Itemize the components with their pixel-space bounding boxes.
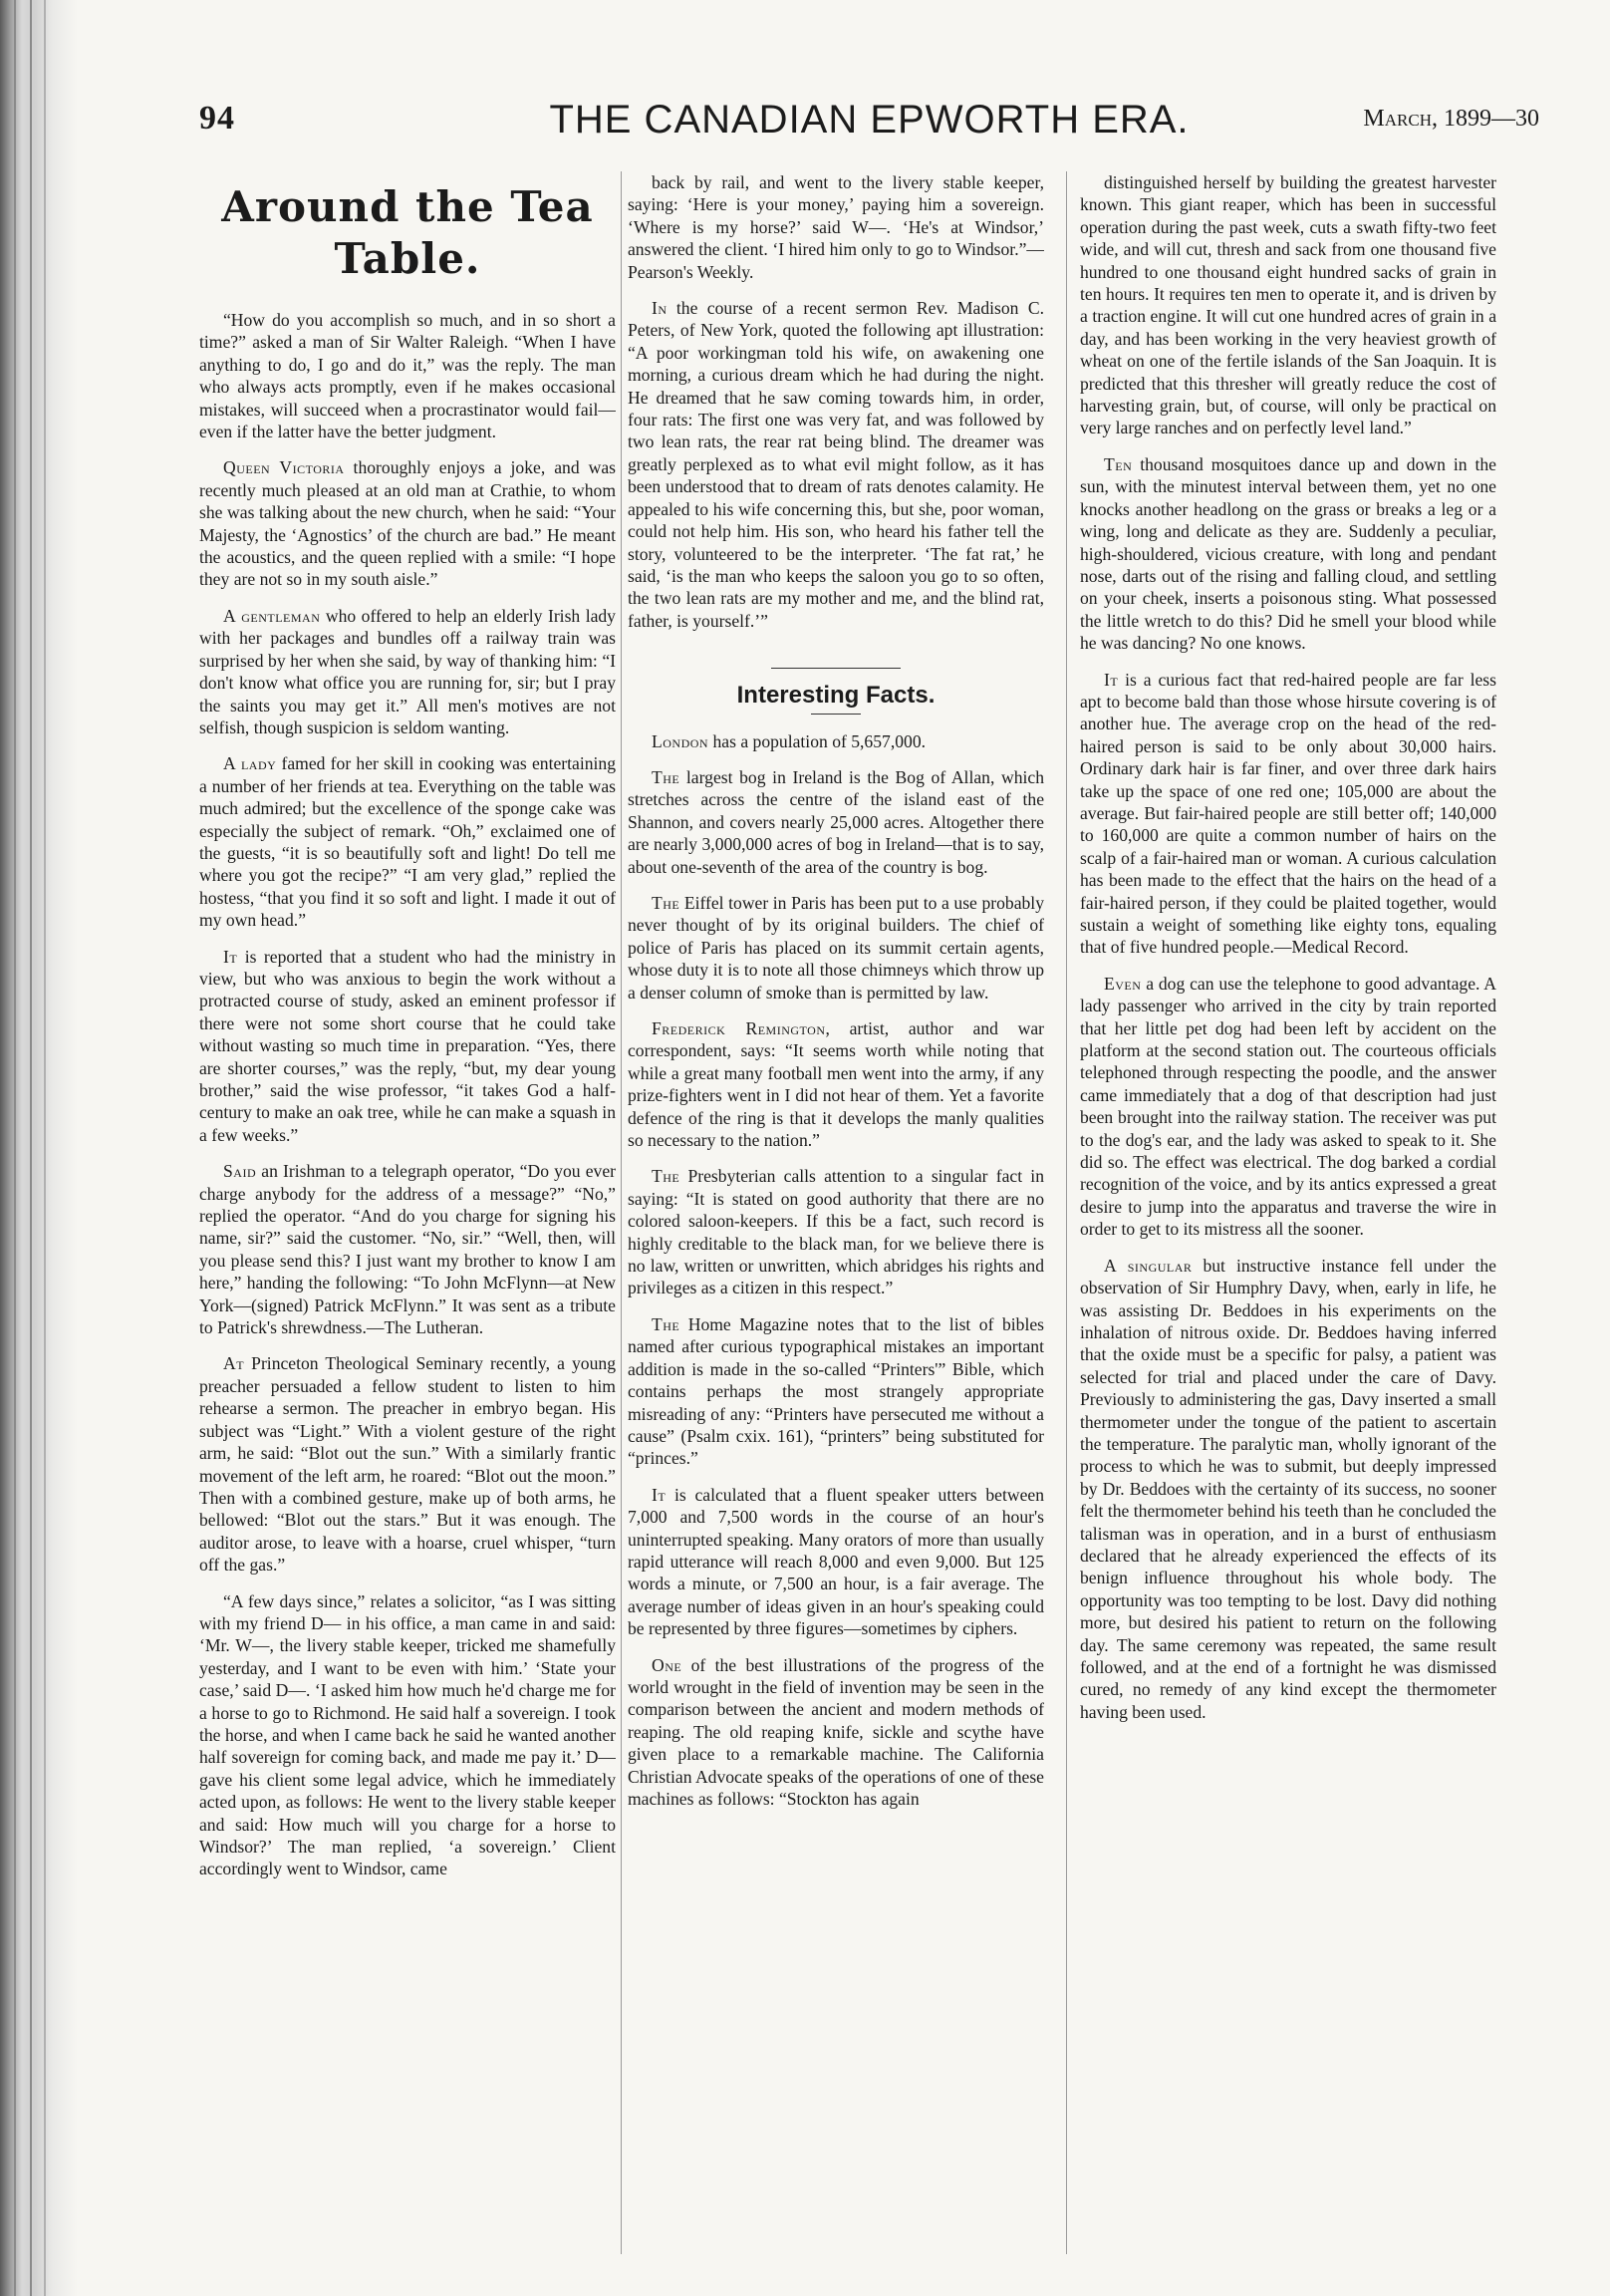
section-title-around-the-tea-table: Around the Tea Table. bbox=[221, 182, 594, 283]
article-paragraph bbox=[628, 1654, 1044, 1811]
article-paragraph bbox=[628, 171, 1044, 283]
column-2-top-paragraphs bbox=[628, 171, 1044, 632]
paragraph-text: “How do you accomplish so much, and in so short a time?” asked a man of Sir Walter Raleigh. “When I have anything to do, I go and do it,” was the reply. The man who always acts promptly, even if he makes occasional mistakes, will succeed when a procrastinator would fail—even if the latter have the better judgment. bbox=[199, 310, 616, 442]
paragraph-lead-word: A singular bbox=[1104, 1255, 1193, 1276]
paragraph-text: Eiffel tower in Paris has been put to a use probably never thought of by its original builders. The chief of police of Paris has placed on its summit certain agents, whose duty it is to note all those chimneys which throw up a denser column of smoke than is permitted by law. bbox=[628, 892, 1044, 1003]
paragraph-lead-word: Ten bbox=[1104, 453, 1133, 474]
paragraph-lead-word: A gentleman bbox=[223, 605, 321, 626]
book-binding-edge bbox=[0, 0, 78, 2296]
paragraph-lead-word: Even bbox=[1104, 973, 1142, 994]
paragraph-lead-word: One bbox=[652, 1654, 682, 1675]
paragraph-lead-word: The bbox=[652, 766, 680, 787]
issue-date: March, 1899—30 bbox=[1363, 106, 1539, 132]
paragraph-lead-word: Queen Victoria bbox=[223, 457, 345, 478]
paragraph-text: , artist, author and war correspondent, says: “It seems worth while noting that while a great many football men went into the army, if any prize-fighters went in I did not hear of them. Yet a favorite defence of the ring is that it develops the manly qualities so necessary to the nation.” bbox=[628, 1018, 1044, 1151]
article-paragraph bbox=[1080, 171, 1496, 439]
binding-line bbox=[14, 0, 16, 2296]
column-3 bbox=[1080, 171, 1496, 2264]
paragraph-lead-word: A lady bbox=[223, 753, 277, 774]
paragraph-text: largest bog in Ireland is the Bog of Allan, which stretches across the centre of the island east of the Shannon, and covers nearly 25,000 acres. Altogether there are nearly 3,000,000 acres of bog in Ireland—that is to say, about one-seventh of the area of the country is bog. bbox=[628, 766, 1044, 877]
article-paragraph bbox=[199, 309, 616, 442]
paragraph-text: is reported that a student who had the ministry in view, but who was anxious to begin the work without a protracted course of study, asked an eminent professor if there were not some short course that he could take without wasting so much time in preparation. “Yes, there are shorter courses,” was the reply, “but, my dear young brother,” said the wise professor, “it takes God a half-century to make an oak tree, while he can make a squash in a few weeks.” bbox=[199, 946, 616, 1145]
column-1 bbox=[199, 171, 616, 2264]
column-2 bbox=[628, 171, 1044, 2264]
paragraph-text: who offered to help an elderly Irish lady with her packages and bundles off a railway train was surprised by her when she said, by way of thanking him: “I don't know what office you are running for, sir; but I pray the saints you may get it.” All men's motives are not selfish, though suspicion is seldom wanting. bbox=[199, 605, 616, 737]
paragraph-text: Home Magazine notes that to the list of bibles named after curious typographical mistakes an important addition is made in the so-called “Printers'” Bible, which contains perhaps the most strangely appropriate misreading of any: “Printers have persecuted me without a cause” (Psalm cxix. 161), “printers” being substituted for “princes.” bbox=[628, 1313, 1044, 1469]
paragraph-text: is calculated that a fluent speaker utters between 7,000 and 7,500 words in the course of an hour's uninterrupted speaking. Many orators of more than usually rapid utterance will reach 8,000 and even 9,000. But 125 words a minute, or 7,500 an hour, is a fair average. The average number of ideas given in an hour's speaking could be represented by three figures—sometimes by ciphers. bbox=[628, 1484, 1044, 1639]
paragraph-text: “A few days since,” relates a solicitor, “as I was sitting with my friend D— in his office, a man came in and said: ‘Mr. W—, the livery stable keeper, tricked me shamefully yesterday, and I want to be even with him.’ ‘State your case,’ said D—. ‘I asked him how much he'd charge me for a horse to go to Richmond. He said half a sovereign. I took the horse, and when I came back he said he wanted another half sovereign for coming back, and made me pay it.’ D— gave his client some legal advice, which he immediately acted upon, as follows: He went to the livery stable keeper and said: How much will you charge for a horse to Windsor?’ The man replied, ‘a sovereign.’ Client accordingly went to Windsor, came bbox=[199, 1590, 616, 1879]
article-paragraph bbox=[1080, 453, 1496, 655]
paragraph-text: thoroughly enjoys a joke, and was recently much pleased at an old man at Crathie, to whom she was talking about the new church, when he said: “Your Majesty, the ‘Agnostics’ of the church are bad.” He meant the acoustics, and the queen replied with a smile: “I hope they are not so in my south aisle.” bbox=[199, 457, 616, 590]
journal-title: THE CANADIAN EPWORTH ERA. bbox=[549, 98, 1190, 142]
paragraph-lead-word: The bbox=[652, 1313, 680, 1334]
paragraph-text: distinguished herself by building the greatest harvester known. This giant reaper, which has been in successful operation during the past week, cuts a swath fifty-two feet wide, and will cut, thresh and sack from one thousand five hundred to one thousand eight hundred sacks of grain in ten hours. It requires ten men to operate it, and is driven by a traction engine. It will cut one hundred acres of grain in a day, and has been working in the very heaviest growth of wheat on one of the fertile islands of the San Joaquin. It is predicted that this thresher will greatly reduce the cost of harvesting grain, but, of course, will only be practical on very large ranches and on perfectly level land.” bbox=[1080, 172, 1496, 438]
article-paragraph bbox=[199, 752, 616, 931]
title-underline bbox=[811, 714, 861, 715]
article-paragraph bbox=[199, 456, 616, 590]
article-paragraph bbox=[199, 1590, 616, 1880]
article-paragraph bbox=[199, 605, 616, 738]
paragraph-lead-word: Said bbox=[223, 1161, 257, 1182]
paragraph-lead-word: It bbox=[652, 1484, 667, 1505]
article-paragraph bbox=[1080, 669, 1496, 959]
article-paragraph bbox=[199, 1160, 616, 1338]
paragraph-lead-word: The bbox=[652, 892, 680, 913]
article-paragraph bbox=[1080, 1255, 1496, 1724]
paragraph-lead-word: In bbox=[652, 298, 668, 319]
column-3-paragraphs bbox=[1080, 171, 1496, 1723]
paragraph-lead-word: The bbox=[652, 1166, 680, 1187]
paragraph-text: Princeton Theological Seminary recently, a young preacher persuaded a fellow student to listen to him rehearse a sermon. The preacher in embryo began. His subject was “Light.” With a violent gesture of the right arm, he said: “Blot out the sun.” With a similarly frantic movement of the left arm, he roared: “Blot out the moon.” Then with a combined gesture, make up of both arms, he bellowed: “Blot out the stars.” But it was enough. The auditor arose, to leave with a hoarse, cruel whisper, “turn off the gas.” bbox=[199, 1353, 616, 1576]
article-paragraph bbox=[628, 297, 1044, 632]
article-paragraph bbox=[628, 1017, 1044, 1151]
paragraph-text: is a curious fact that red-haired people are far less apt to become bald than those whose hirsute covering is of another hue. The average crop on the head of the red-haired person is said to be only about 30,000 hairs. Ordinary dark hair is far finer, and over three dark hairs take up the space of one red one; 105,000 are about the average. But fair-haired people are still better off; 140,000 to 160,000 are quite a common number of hairs on the scalp of a fair-haired man or woman. A curious calculation has been made to the effect that the hairs on the head of a fair-haired person, if they could be plaited together, would sustain a weight of something like eighty tons, equaling that of five hundred people.—Medical Record. bbox=[1080, 669, 1496, 958]
paragraph-lead-word: London bbox=[652, 730, 709, 751]
paragraph-text: has a population of 5,657,000. bbox=[708, 730, 927, 751]
binding-line bbox=[30, 0, 32, 2296]
article-paragraph bbox=[199, 1352, 616, 1576]
article-paragraph bbox=[628, 1484, 1044, 1640]
paragraph-lead-word: At bbox=[223, 1353, 245, 1374]
paragraph-text: Presbyterian calls attention to a singular fact in saying: “It is stated on good authority that there are no colored saloon-keepers. If this be a fact, such record is highly creditable to the black man, for we believe there is no law, written or unwritten, which abridges his rights and privileges as a citizen in this respect.” bbox=[628, 1166, 1044, 1298]
article-paragraph bbox=[1080, 973, 1496, 1241]
article-paragraph bbox=[199, 946, 616, 1147]
article-paragraph bbox=[628, 1313, 1044, 1470]
binding-line bbox=[44, 0, 46, 2296]
paragraph-text: the course of a recent sermon Rev. Madison C. Peters, of New York, quoted the following apt illustration: “A poor workingman told his wife, on awakening one morning, a curious dream which he had during the night. He dreamed that he saw coming towards him, in order, four rats: The first one was very fat, and was followed by two lean rats, the rear rat being blind. The dreamer was greatly perplexed as to what evil might follow, as it has been understood that to dream of rats denotes calamity. He appealed to his wife concerning this, but she, poor woman, could not help him. His son, who heard his father tell the story, volunteered to be the interpreter. ‘The fat rat,’ he said, ‘is the man who keeps the saloon you go to so often, the two lean rats are my mother and me, and the blind rat, father, is yourself.’” bbox=[628, 298, 1044, 631]
paragraph-text: but instructive instance fell under the observation of Sir Humphry Davy, when, early in life, he was assisting Dr. Beddoes in his experiments on the inhalation of nitrous oxide. Dr. Beddoes having inferred that the oxide must be a specific for palsy, a patient was selected for trial and placed under the care of Davy. Previously to administering the gas, Davy inserted a small thermometer under the tongue of the patient to ascertain the temperature. The paralytic man, wholly ignorant of the process to which he was to submit, but deeply impressed by Dr. Beddoes with the certainty of its success, no sooner felt the thermometer behind his teeth than he concluded the talisman was in operation, and in a burst of enthusiasm declared that he already experienced the effects of its benign influence throughout his whole body. The opportunity was too tempting to be lost. Davy did nothing more, but desired his patient to return on the following day. The same ceremony was repeated, the same result followed, and at the end of a fortnight he was dismissed cured, no remedy of any kind except the thermometer having been used. bbox=[1080, 1255, 1496, 1722]
paragraph-text: an Irishman to a telegraph operator, “Do you ever charge anybody for the address of a message?” “No,” replied the operator. “And do you charge for signing his name, sir?” said the customer. “No, sir.” “Well, then, will you please send this? I just want my brother to know I am here,” handing the following: “To John McFlynn—at New York—(signed) Patrick McFlynn.” It was sent as a tribute to Patrick's shrewdness.—The Lutheran. bbox=[199, 1161, 616, 1338]
column-divider bbox=[1066, 171, 1067, 2254]
paragraph-lead-word: Frederick Remington bbox=[652, 1018, 826, 1038]
paragraph-text: of the best illustrations of the progress of the world wrought in the field of invention may be seen in the comparison between the ancient and modern methods of reaping. The old reaping knife, sickle and scythe have given place to a remarkable machine. The California Christian Advocate speaks of the operations of one of these machines as follows: “Stockton has again bbox=[628, 1654, 1044, 1809]
article-paragraph bbox=[628, 892, 1044, 1004]
column-2-paragraphs bbox=[628, 730, 1044, 1811]
paragraph-text: thousand mosquitoes dance up and down in the sun, with the minutest interval between them, yet no one knocks another headlong on the grass or breaks a leg or a wing, long and delicate as they are. Suddenly a peculiar, high-shouldered, vicious creature, with long and pendant nose, darts out of the rising and falling cloud, and settling on your cheek, inserts a poisonous sting. What possessed the little wretch to do this? Did he smell your blood while he was dancing? No one knows. bbox=[1080, 453, 1496, 654]
article-paragraph bbox=[628, 766, 1044, 878]
paragraph-text: back by rail, and went to the livery stable keeper, saying: ‘Here is your money,’ paying him a sovereign. ‘Where is my horse?’ said W—. ‘He's at Windsor,’ answered the client. ‘I hired him only to go to Windsor.”—Pearson's Weekly. bbox=[628, 172, 1044, 282]
paragraph-lead-word: It bbox=[1104, 669, 1119, 690]
column-divider bbox=[621, 171, 622, 2254]
page-header bbox=[199, 92, 1539, 151]
paragraph-lead-word: It bbox=[223, 946, 238, 967]
article-paragraph bbox=[628, 1165, 1044, 1298]
column-1-paragraphs bbox=[199, 309, 616, 1880]
separator-rule bbox=[771, 668, 901, 669]
article-paragraph bbox=[628, 730, 1044, 752]
paragraph-text: famed for her skill in cooking was entertaining a number of her friends at tea. Everything on the table was much admired; but the excellence of the sponge cake was especially the subject of remark. “Oh,” exclaimed one of the guests, “it is so beautifully soft and light! Do tell me where you got the recipe?” “I am very glad,” replied the hostess, “that you find it so soft and light. I made it out of my own head.” bbox=[199, 753, 616, 931]
paragraph-text: a dog can use the telephone to good advantage. A lady passenger who arrived in the city by train reported that her little pet dog had been left by accident on the platform at the second station out. The courteous officials telephoned through respecting the poodle, and the answer came immediately that a dog of that description had just been brought into the railway station. The receiver was put to the dog's ear, and the lady was asked to speak to it. She did so. The effect was electrical. The dog barked a cordial recognition of the voice, and by its antics expressed a great desire to jump into the apparatus and traverse the wire in order to get to its mistress all the sooner. bbox=[1080, 973, 1496, 1240]
magazine-page bbox=[199, 92, 1539, 2264]
section-title-interesting-facts: Interesting Facts. bbox=[736, 682, 936, 710]
page-number: 94 bbox=[199, 100, 235, 137]
